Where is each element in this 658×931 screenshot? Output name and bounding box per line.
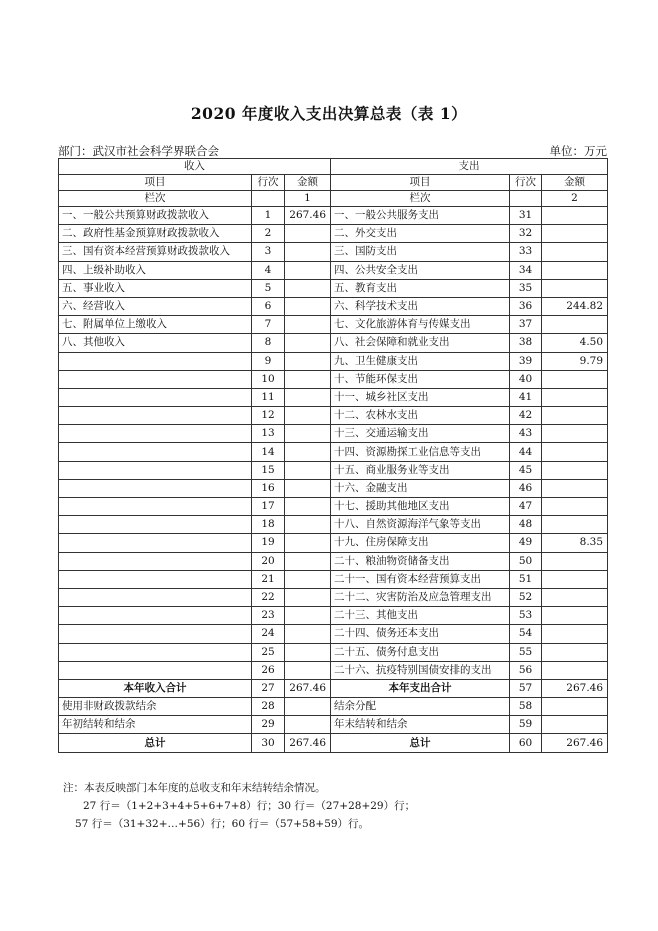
income-amount-cell xyxy=(285,243,331,261)
income-summary-item-cell: 年初结转和结余 xyxy=(59,716,252,734)
table-row xyxy=(59,388,608,406)
budget-summary-table xyxy=(58,158,608,753)
expense-amount-cell xyxy=(542,243,608,261)
expense-amount-cell xyxy=(542,588,608,606)
expense-line-cell: 44 xyxy=(510,443,542,461)
income-line-cell: 13 xyxy=(252,425,285,443)
expense-item-cell: 二十六、抗疫特别国债安排的支出 xyxy=(331,661,510,679)
income-item-cell xyxy=(59,498,252,516)
expense-item-cell: 二十四、债务还本支出 xyxy=(331,625,510,643)
income-line-cell: 16 xyxy=(252,479,285,497)
income-item-cell xyxy=(59,407,252,425)
expense-item-cell: 十三、交通运输支出 xyxy=(331,425,510,443)
income-item-cell: 五、事业收入 xyxy=(59,279,252,297)
income-item-cell: 一、一般公共预算财政拨款收入 xyxy=(59,207,252,225)
expense-line-cell: 49 xyxy=(510,534,542,552)
expense-amount-cell: 4.50 xyxy=(542,334,608,352)
column-header-row xyxy=(59,175,608,191)
expense-item-header: 项目 xyxy=(331,175,510,191)
expense-item-cell: 十八、自然资源海洋气象等支出 xyxy=(331,516,510,534)
expense-line-cell: 41 xyxy=(510,388,542,406)
expense-amount-cell: 9.79 xyxy=(542,352,608,370)
expense-amount-col-index: 2 xyxy=(542,191,608,207)
summary-row xyxy=(59,734,608,752)
expense-item-cell: 二十二、灾害防治及应急管理支出 xyxy=(331,588,510,606)
income-line-cell: 8 xyxy=(252,334,285,352)
expense-line-cell: 32 xyxy=(510,225,542,243)
note-line-3: 57 行＝（31+32+…+56）行；60 行＝（57+58+59）行。 xyxy=(75,818,370,830)
income-line-cell: 20 xyxy=(252,552,285,570)
income-amount-cell xyxy=(285,297,331,315)
expense-line-cell: 54 xyxy=(510,625,542,643)
income-summary-line-cell: 30 xyxy=(252,734,285,752)
expense-summary-item-cell: 本年支出合计 xyxy=(331,679,510,697)
table-row xyxy=(59,407,608,425)
income-item-cell xyxy=(59,516,252,534)
table-row xyxy=(59,461,608,479)
note-line-2: 27 行＝（1+2+3+4+5+6+7+8）行；30 行＝（27+28+29）行； xyxy=(83,800,416,812)
expense-item-cell: 八、社会保障和就业支出 xyxy=(331,334,510,352)
table-row xyxy=(59,334,608,352)
income-line-cell: 24 xyxy=(252,625,285,643)
table-row xyxy=(59,225,608,243)
income-line-cell: 23 xyxy=(252,607,285,625)
expense-item-cell: 十九、住房保障支出 xyxy=(331,534,510,552)
income-col-label: 栏次 xyxy=(59,191,252,207)
table-row xyxy=(59,425,608,443)
income-item-cell: 二、政府性基金预算财政拨款收入 xyxy=(59,225,252,243)
income-amount-cell xyxy=(285,661,331,679)
expense-amount-cell xyxy=(542,607,608,625)
expense-item-cell: 二十一、国有资本经营预算支出 xyxy=(331,570,510,588)
expense-item-cell: 七、文化旅游体育与传媒支出 xyxy=(331,316,510,334)
expense-line-cell: 55 xyxy=(510,643,542,661)
income-amount-cell xyxy=(285,316,331,334)
income-line-cell: 5 xyxy=(252,279,285,297)
income-summary-line-cell: 27 xyxy=(252,679,285,697)
expense-item-cell: 三、国防支出 xyxy=(331,243,510,261)
income-item-cell xyxy=(59,661,252,679)
expense-amount-cell xyxy=(542,425,608,443)
column-index-row xyxy=(59,191,608,207)
expense-summary-line-cell: 57 xyxy=(510,679,542,697)
expense-summary-amount-cell xyxy=(542,698,608,716)
income-amount-cell xyxy=(285,279,331,297)
page-title: 2020 年度收入支出决算总表（表 1） xyxy=(190,104,468,123)
table-row xyxy=(59,261,608,279)
expense-line-cell: 34 xyxy=(510,261,542,279)
expense-amount-cell xyxy=(542,461,608,479)
table-row xyxy=(59,516,608,534)
income-item-cell xyxy=(59,588,252,606)
table-row xyxy=(59,625,608,643)
income-item-cell xyxy=(59,352,252,370)
income-line-cell: 21 xyxy=(252,570,285,588)
expense-line-cell: 51 xyxy=(510,570,542,588)
expense-amount-cell xyxy=(542,207,608,225)
expense-amount-cell: 8.35 xyxy=(542,534,608,552)
income-item-cell: 四、上级补助收入 xyxy=(59,261,252,279)
income-line-cell: 7 xyxy=(252,316,285,334)
income-amount-cell: 267.46 xyxy=(285,207,331,225)
table-meta xyxy=(58,143,607,159)
income-item-cell xyxy=(59,625,252,643)
expense-amount-cell xyxy=(542,261,608,279)
table-row xyxy=(59,279,608,297)
unit-label: 单位：万元 xyxy=(549,144,607,158)
income-line-cell: 1 xyxy=(252,207,285,225)
expense-line-cell: 42 xyxy=(510,407,542,425)
expense-item-cell: 二十、粮油物资储备支出 xyxy=(331,552,510,570)
expense-header: 支出 xyxy=(331,159,608,175)
income-line-cell: 4 xyxy=(252,261,285,279)
income-item-cell xyxy=(59,643,252,661)
expense-amount-cell xyxy=(542,407,608,425)
table-row xyxy=(59,316,608,334)
income-line-cell: 25 xyxy=(252,643,285,661)
income-amount-cell xyxy=(285,225,331,243)
income-item-cell xyxy=(59,479,252,497)
income-line-header: 行次 xyxy=(252,175,285,191)
expense-line-cell: 36 xyxy=(510,297,542,315)
expense-item-cell: 五、教育支出 xyxy=(331,279,510,297)
expense-line-cell: 43 xyxy=(510,425,542,443)
expense-summary-item-cell: 总计 xyxy=(331,734,510,752)
expense-summary-amount-cell: 267.46 xyxy=(542,734,608,752)
expense-line-cell: 50 xyxy=(510,552,542,570)
table-row xyxy=(59,207,608,225)
expense-item-cell: 十一、城乡社区支出 xyxy=(331,388,510,406)
table-row xyxy=(59,479,608,497)
income-item-cell xyxy=(59,534,252,552)
table-row xyxy=(59,552,608,570)
income-item-cell xyxy=(59,388,252,406)
income-summary-amount-cell: 267.46 xyxy=(285,679,331,697)
income-line-cell: 2 xyxy=(252,225,285,243)
income-amount-cell xyxy=(285,352,331,370)
expense-line-cell: 47 xyxy=(510,498,542,516)
table-notes xyxy=(63,779,415,833)
expense-line-header: 行次 xyxy=(510,175,542,191)
expense-summary-amount-cell xyxy=(542,716,608,734)
expense-line-cell: 48 xyxy=(510,516,542,534)
expense-summary-item-cell: 年末结转和结余 xyxy=(331,716,510,734)
table-row xyxy=(59,297,608,315)
income-amount-cell xyxy=(285,370,331,388)
income-item-cell xyxy=(59,607,252,625)
expense-line-cell: 53 xyxy=(510,607,542,625)
expense-line-cell: 33 xyxy=(510,243,542,261)
expense-summary-item-cell: 结余分配 xyxy=(331,698,510,716)
expense-item-cell: 二十三、其他支出 xyxy=(331,607,510,625)
income-summary-amount-cell xyxy=(285,716,331,734)
expense-line-cell: 46 xyxy=(510,479,542,497)
income-amount-cell xyxy=(285,425,331,443)
income-item-cell xyxy=(59,552,252,570)
income-summary-item-cell: 总计 xyxy=(59,734,252,752)
expense-item-cell: 二十五、债务付息支出 xyxy=(331,643,510,661)
table-row xyxy=(59,243,608,261)
expense-line-cell: 56 xyxy=(510,661,542,679)
expense-amount-cell xyxy=(542,516,608,534)
income-summary-line-cell: 28 xyxy=(252,698,285,716)
expense-line-cell: 31 xyxy=(510,207,542,225)
expense-item-cell: 一、一般公共服务支出 xyxy=(331,207,510,225)
department-label: 部门：武汉市社会科学界联合会 xyxy=(58,144,219,158)
expense-amount-cell xyxy=(542,225,608,243)
table-row xyxy=(59,352,608,370)
income-amount-cell xyxy=(285,334,331,352)
income-line-cell: 15 xyxy=(252,461,285,479)
summary-row xyxy=(59,679,608,697)
note-line-1: 注：本表反映部门本年度的总收支和年末结转结余情况。 xyxy=(63,782,326,794)
expense-line-cell: 39 xyxy=(510,352,542,370)
income-summary-amount-cell xyxy=(285,698,331,716)
income-amount-cell xyxy=(285,261,331,279)
income-line-cell: 6 xyxy=(252,297,285,315)
expense-amount-cell xyxy=(542,279,608,297)
table-row xyxy=(59,498,608,516)
table-row xyxy=(59,370,608,388)
expense-summary-line-cell: 59 xyxy=(510,716,542,734)
income-item-header: 项目 xyxy=(59,175,252,191)
table-row xyxy=(59,443,608,461)
expense-item-cell: 十七、援助其他地区支出 xyxy=(331,498,510,516)
expense-item-cell: 二、外交支出 xyxy=(331,225,510,243)
income-summary-item-cell: 本年收入合计 xyxy=(59,679,252,697)
expense-line-cell: 40 xyxy=(510,370,542,388)
income-line-cell: 18 xyxy=(252,516,285,534)
expense-amount-cell xyxy=(542,570,608,588)
expense-col-label: 栏次 xyxy=(331,191,510,207)
expense-amount-cell xyxy=(542,316,608,334)
expense-summary-amount-cell: 267.46 xyxy=(542,679,608,697)
summary-row xyxy=(59,698,608,716)
income-amount-cell xyxy=(285,625,331,643)
expense-amount-cell xyxy=(542,625,608,643)
income-item-cell: 八、其他收入 xyxy=(59,334,252,352)
income-item-cell xyxy=(59,425,252,443)
income-item-cell: 七、附属单位上缴收入 xyxy=(59,316,252,334)
expense-line-cell: 35 xyxy=(510,279,542,297)
income-line-cell: 9 xyxy=(252,352,285,370)
income-header: 收入 xyxy=(59,159,331,175)
table-row xyxy=(59,534,608,552)
table-row xyxy=(59,588,608,606)
expense-item-cell: 十四、资源勘探工业信息等支出 xyxy=(331,443,510,461)
income-summary-item-cell: 使用非财政拨款结余 xyxy=(59,698,252,716)
income-summary-line-cell: 29 xyxy=(252,716,285,734)
income-line-cell: 17 xyxy=(252,498,285,516)
income-line-cell: 22 xyxy=(252,588,285,606)
summary-row xyxy=(59,716,608,734)
expense-amount-cell xyxy=(542,370,608,388)
income-item-cell: 三、国有资本经营预算财政拨款收入 xyxy=(59,243,252,261)
income-item-cell xyxy=(59,461,252,479)
income-amount-cell xyxy=(285,643,331,661)
income-amount-cell xyxy=(285,498,331,516)
income-amount-cell xyxy=(285,479,331,497)
expense-amount-cell xyxy=(542,443,608,461)
income-amount-col-index: 1 xyxy=(285,191,331,207)
income-amount-header: 金额 xyxy=(285,175,331,191)
expense-amount-cell xyxy=(542,552,608,570)
income-line-cell: 12 xyxy=(252,407,285,425)
income-line-cell: 10 xyxy=(252,370,285,388)
income-amount-cell xyxy=(285,607,331,625)
expense-amount-cell xyxy=(542,498,608,516)
expense-item-cell: 十五、商业服务业等支出 xyxy=(331,461,510,479)
income-item-cell: 六、经营收入 xyxy=(59,297,252,315)
income-amount-cell xyxy=(285,552,331,570)
income-amount-cell xyxy=(285,461,331,479)
income-amount-cell xyxy=(285,588,331,606)
expense-summary-line-cell: 58 xyxy=(510,698,542,716)
expense-amount-header: 金额 xyxy=(542,175,608,191)
income-summary-amount-cell: 267.46 xyxy=(285,734,331,752)
table-header-row xyxy=(59,159,608,175)
income-item-cell xyxy=(59,570,252,588)
income-amount-cell xyxy=(285,570,331,588)
expense-item-cell: 九、卫生健康支出 xyxy=(331,352,510,370)
expense-item-cell: 十、节能环保支出 xyxy=(331,370,510,388)
expense-line-cell: 38 xyxy=(510,334,542,352)
expense-line-cell: 52 xyxy=(510,588,542,606)
income-line-cell: 26 xyxy=(252,661,285,679)
expense-amount-cell xyxy=(542,479,608,497)
table-row xyxy=(59,607,608,625)
expense-amount-cell xyxy=(542,388,608,406)
expense-item-cell: 六、科学技术支出 xyxy=(331,297,510,315)
income-amount-cell xyxy=(285,516,331,534)
table-row xyxy=(59,570,608,588)
expense-item-cell: 十二、农林水支出 xyxy=(331,407,510,425)
expense-line-col-index xyxy=(510,191,542,207)
table-row xyxy=(59,661,608,679)
expense-summary-line-cell: 60 xyxy=(510,734,542,752)
income-line-cell: 14 xyxy=(252,443,285,461)
income-amount-cell xyxy=(285,407,331,425)
expense-amount-cell: 244.82 xyxy=(542,297,608,315)
income-item-cell xyxy=(59,443,252,461)
income-line-col-index xyxy=(252,191,285,207)
expense-amount-cell xyxy=(542,661,608,679)
income-line-cell: 11 xyxy=(252,388,285,406)
expense-line-cell: 45 xyxy=(510,461,542,479)
income-item-cell xyxy=(59,370,252,388)
expense-item-cell: 十六、金融支出 xyxy=(331,479,510,497)
income-line-cell: 19 xyxy=(252,534,285,552)
table-row xyxy=(59,643,608,661)
expense-item-cell: 四、公共安全支出 xyxy=(331,261,510,279)
income-line-cell: 3 xyxy=(252,243,285,261)
expense-amount-cell xyxy=(542,643,608,661)
expense-line-cell: 37 xyxy=(510,316,542,334)
income-amount-cell xyxy=(285,443,331,461)
income-amount-cell xyxy=(285,534,331,552)
income-amount-cell xyxy=(285,388,331,406)
